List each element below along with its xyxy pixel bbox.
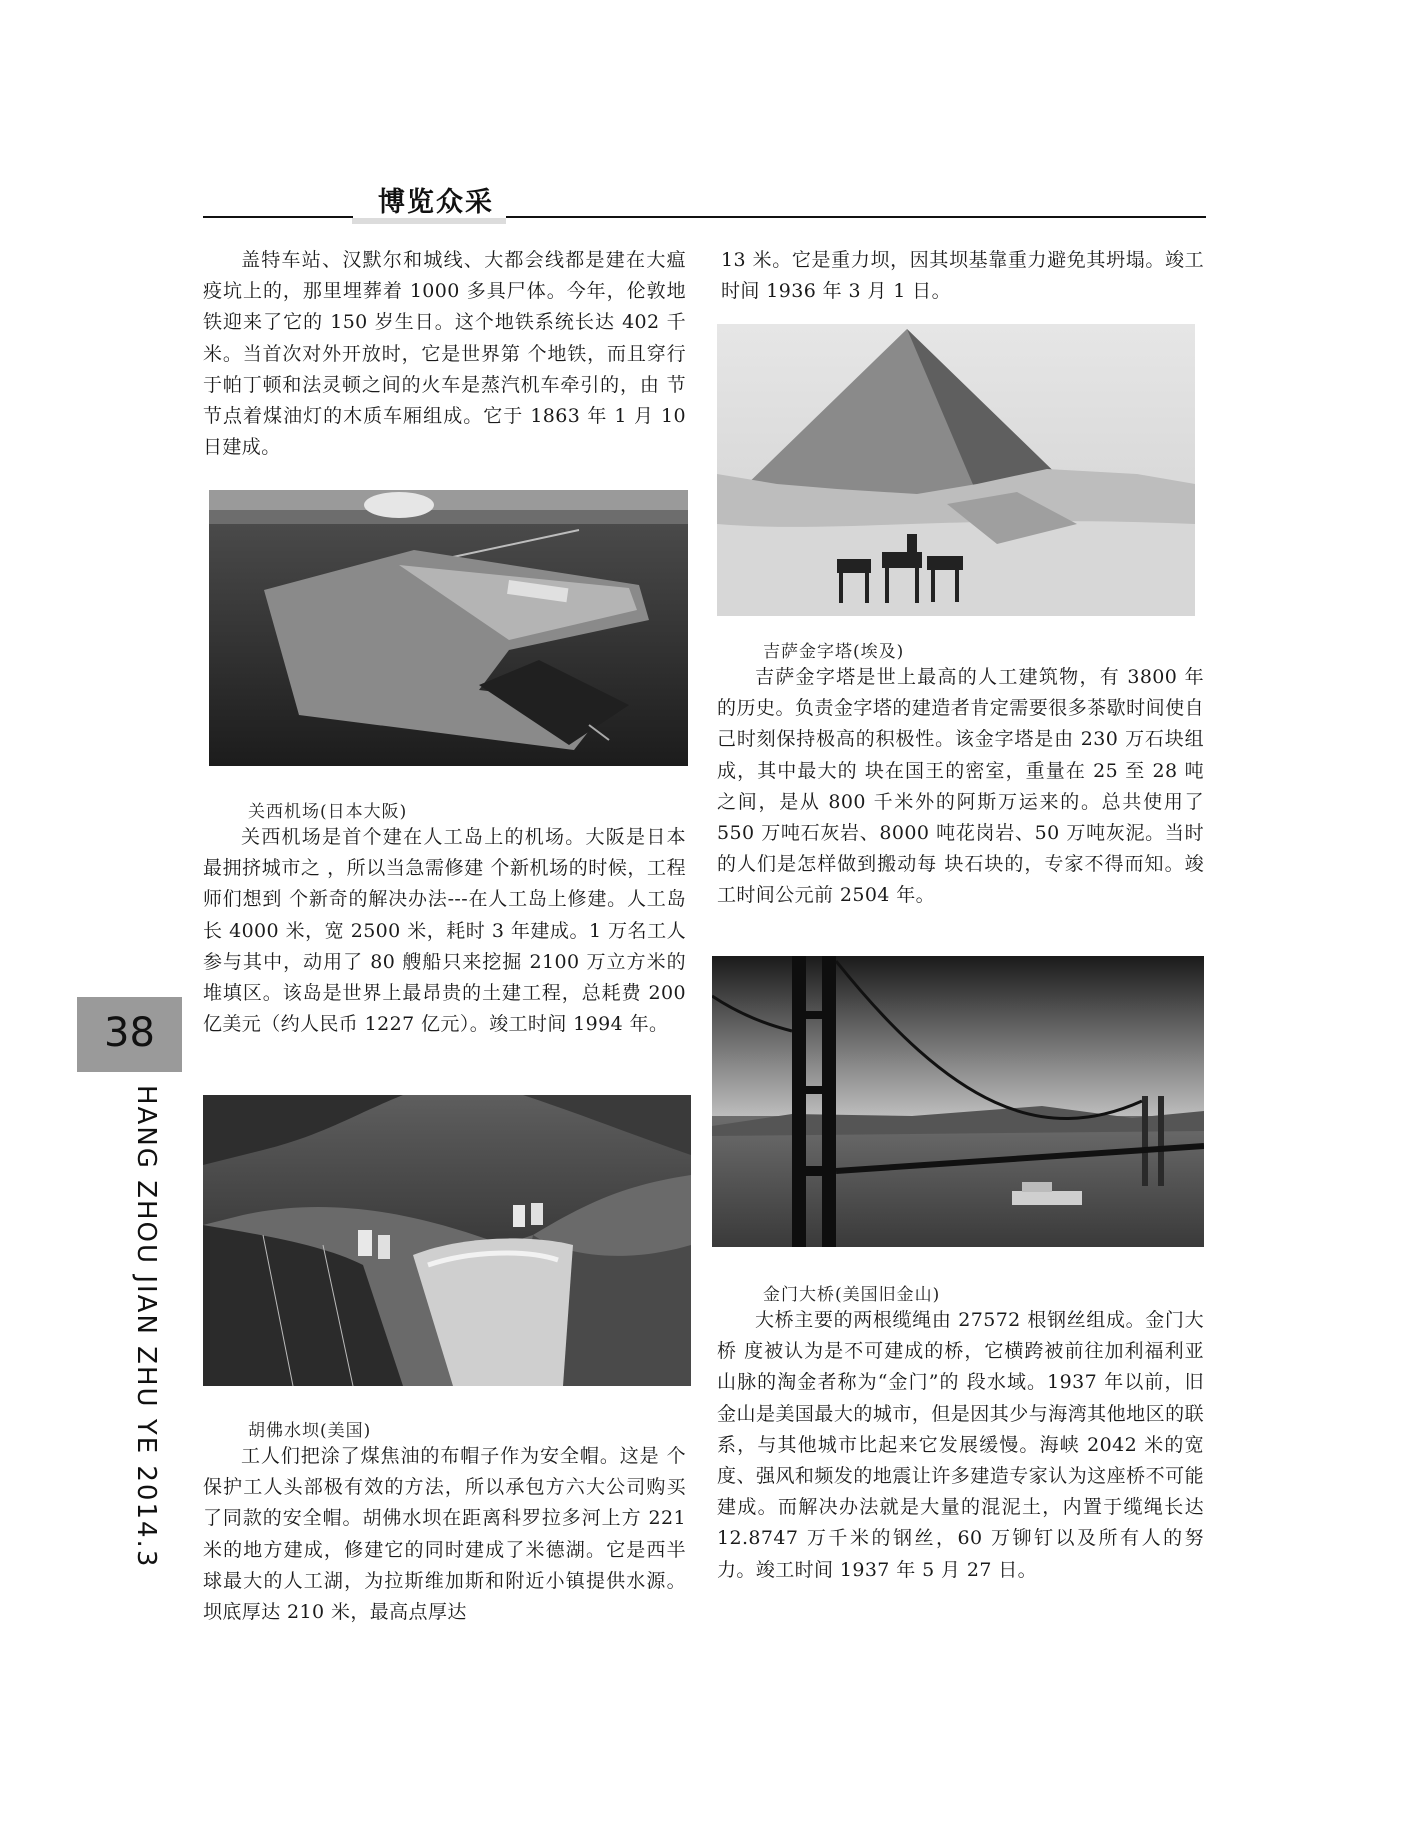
giza-paragraph: 吉萨金字塔是世上最高的人工建筑物，有 3800 年的历史。负责金字塔的建造者肯定需要很多茶歇时间使自己时刻保持极高的积极性。该金字塔是由 230 万石块组成，其中最大的 块在国王的密室，重量在 25 至 28 吨之间，是从 800 千米外的阿斯万运来的。总共使用了 550 万吨石灰岩、8000 吨花岗岩、50 万吨灰泥。当时的人们是怎样做到搬动每 块石块的，专家不得而知。竣工时间公元前 2504 年。 xyxy=(717,666,1204,907)
kansai-caption: 关西机场(日本大阪) xyxy=(248,802,408,822)
kansai-paragraph: 关西机场是首个建在人工岛上的机场。大阪是日本最拥挤城市之 ，所以当急需修建 个新机场的时候，工程师们想到 个新奇的解决办法---在人工岛上修建。人工岛长 4000 米，宽 2500 米，耗时 3 年建成。1 万名工人参与其中，动用了 80 艘船只来挖掘 2100 万立方米的堆填区。该岛是世界上最昂贵的土建工程，总耗费 200 亿美元（约人民币 1227 亿元）。竣工时间 1994 年。 xyxy=(203,826,686,1036)
page-number: 38 xyxy=(104,1010,155,1056)
hoover-paragraph: 工人们把涂了煤焦油的布帽子作为安全帽。这是 个保护工人头部极有效的方法，所以承包方六大公司购买了同款的安全帽。胡佛水坝在距离科罗拉多河上方 221 米的地方建成，修建它的同时建成了米德湖。它是西半球最大的人工湖，为拉斯维加斯和附近小镇提供水源。坝底厚达 210 米，最高点厚达 xyxy=(203,1445,686,1624)
hoover-text-block xyxy=(203,1441,686,1628)
golden-gate-text-block xyxy=(717,1305,1204,1586)
hoover-dam-photo xyxy=(203,1095,691,1386)
golden-gate-paragraph: 大桥主要的两根缆绳由 27572 根钢丝组成。金门大桥 度被认为是不可建成的桥，它横跨被前往加利福利亚山脉的淘金者称为“金门”的 段水域。1937 年以前，旧金山是美国最大的城市，但是因其少与海湾其他地区的联系，与其他城市比起来它发展缓慢。海峡 2042 米的宽度、强风和频发的地震让许多建造专家认为这座桥不可能建成。而解决办法就是大量的混泥土，内置于缆绳长达 12.8747 万千米的钢丝，60 万铆钉以及所有人的努力。竣工时间 1937 年 5 月 27 日。 xyxy=(717,1309,1204,1581)
magazine-issue-label: HANG ZHOU JIAN ZHU YE 2014.3 xyxy=(131,1085,161,1569)
hoover-caption: 胡佛水坝(美国) xyxy=(248,1421,372,1441)
golden-gate-photo xyxy=(712,956,1204,1247)
hoover-continuation: 13 米。它是重力坝，因其坝基靠重力避免其坍塌。竣工时间 1936 年 3 月 1 日。 xyxy=(721,249,1204,303)
header-rule-right xyxy=(506,216,1206,218)
kansai-airport-photo xyxy=(209,490,688,766)
giza-text-block xyxy=(717,662,1204,912)
hoover-continuation-block xyxy=(721,245,1204,307)
header-rule-left xyxy=(203,216,353,218)
left-intro-text xyxy=(203,245,686,463)
giza-pyramid-photo xyxy=(717,324,1195,616)
section-title: 博览众采 xyxy=(378,187,494,218)
giza-caption: 吉萨金字塔(埃及) xyxy=(763,642,905,662)
golden-gate-caption: 金门大桥(美国旧金山) xyxy=(763,1285,941,1305)
kansai-text-block xyxy=(203,822,686,1040)
london-underground-paragraph: 盖特车站、汉默尔和城线、大都会线都是建在大瘟疫坑上的，那里埋葬着 1000 多具尸体。今年，伦敦地铁迎来了它的 150 岁生日。这个地铁系统长达 402 千米。当首次对外开放时，它是世界第 个地铁，而且穿行于帕丁顿和法灵顿之间的火车是蒸汽机车牵引的，由 节节点着煤油灯的木质车厢组成。它于 1863 年 1 月 10 日建成。 xyxy=(203,249,686,459)
